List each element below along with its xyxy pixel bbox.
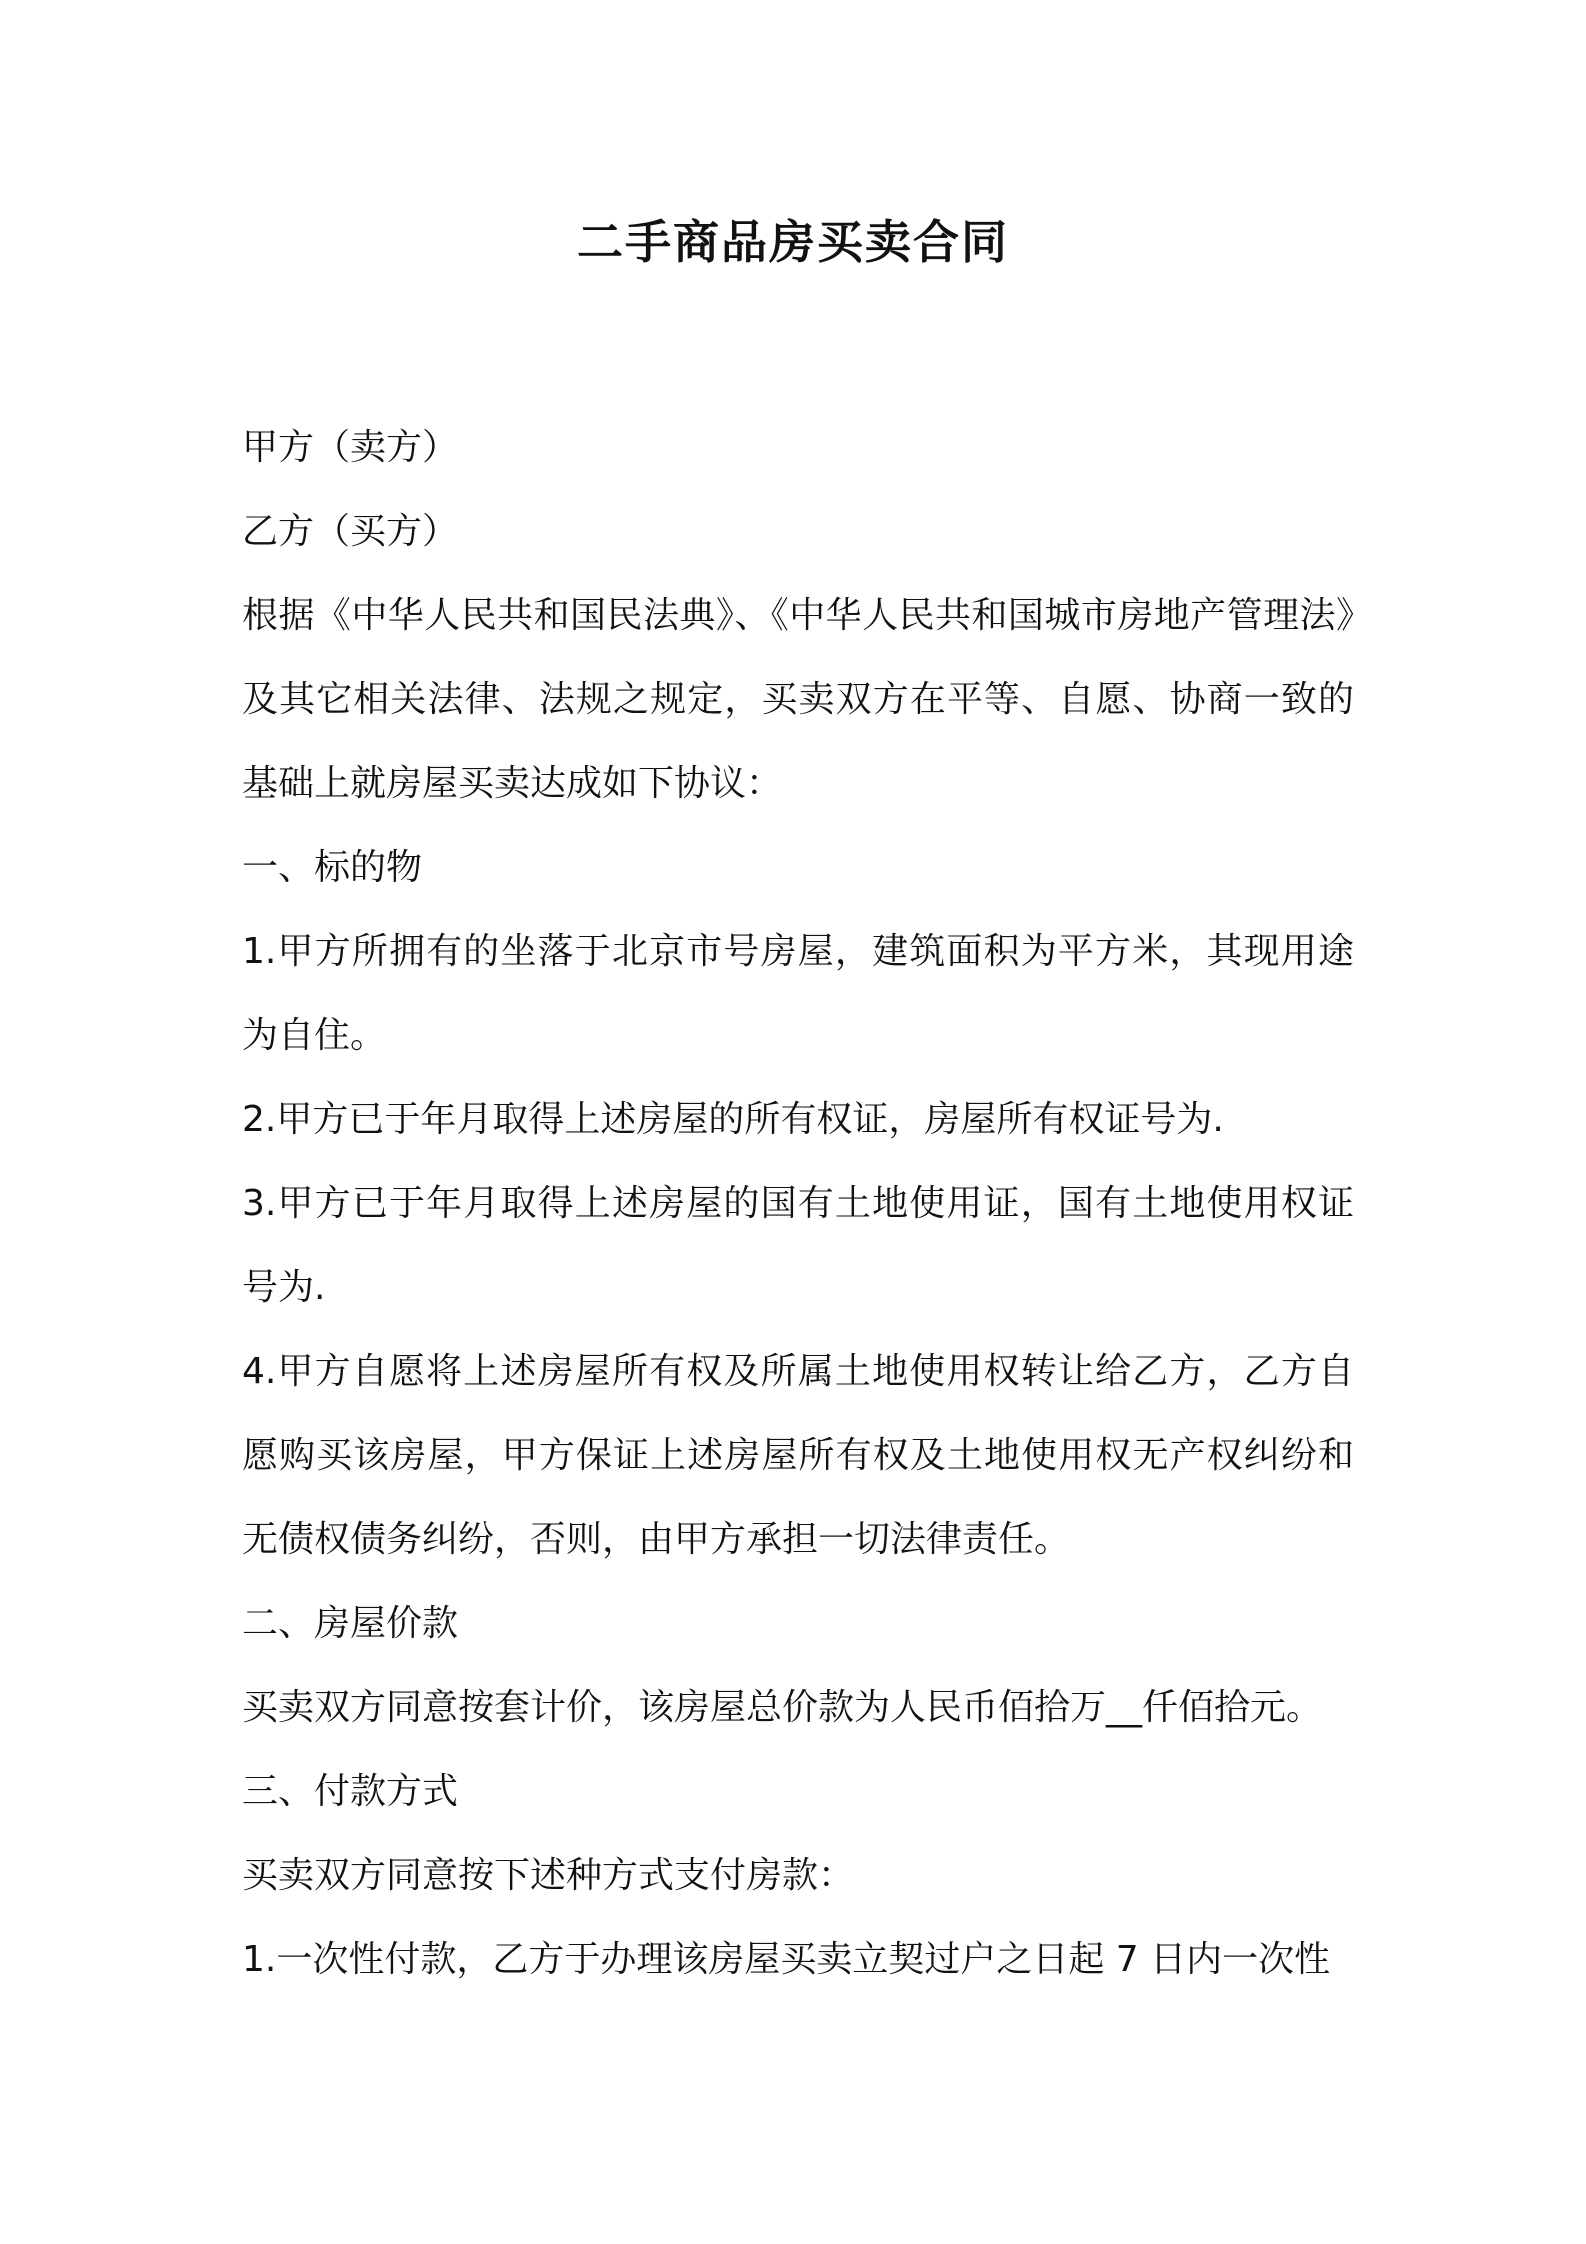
clause-1-1: 1.甲方所拥有的坐落于北京市号房屋，建筑面积为平方米，其现用途为自住。 [242, 931, 1354, 1056]
payment-clause-1: 1.一次性付款，乙方于办理该房屋买卖立契过户之日起 7 日内一次性 [242, 1939, 1331, 1980]
party-b-line: 乙方（买方） [242, 511, 459, 552]
clause-1-3: 3.甲方已于年月取得上述房屋的国有土地使用证，国有土地使用权证号为. [242, 1183, 1354, 1308]
party-a-line: 甲方（卖方） [242, 427, 459, 468]
section-heading-subject: 一、标的物 [242, 847, 423, 888]
section-heading-payment: 三、付款方式 [242, 1771, 459, 1812]
document-body [242, 406, 1354, 2002]
clause-1-2: 2.甲方已于年月取得上述房屋的所有权证，房屋所有权证号为. [242, 1099, 1224, 1140]
document-title: 二手商品房买卖合同 [577, 215, 1009, 269]
clause-1-4: 4.甲方自愿将上述房屋所有权及所属土地使用权转让给乙方，乙方自愿购买该房屋，甲方保证上述房屋所有权及土地使用权无产权纠纷和无债权债务纠纷，否则，由甲方承担一切法律责任。 [242, 1351, 1354, 1560]
price-paragraph: 买卖双方同意按套计价，该房屋总价款为人民币佰拾万__仟佰拾元。 [242, 1687, 1323, 1728]
preamble-paragraph: 根据《中华人民共和国民法典》、《中华人民共和国城市房地产管理法》及其它相关法律、法规之规定，买卖双方在平等、自愿、协商一致的基础上就房屋买卖达成如下协议： [242, 595, 1354, 804]
section-heading-price: 二、房屋价款 [242, 1603, 459, 1644]
payment-intro: 买卖双方同意按下述种方式支付房款： [242, 1855, 855, 1896]
